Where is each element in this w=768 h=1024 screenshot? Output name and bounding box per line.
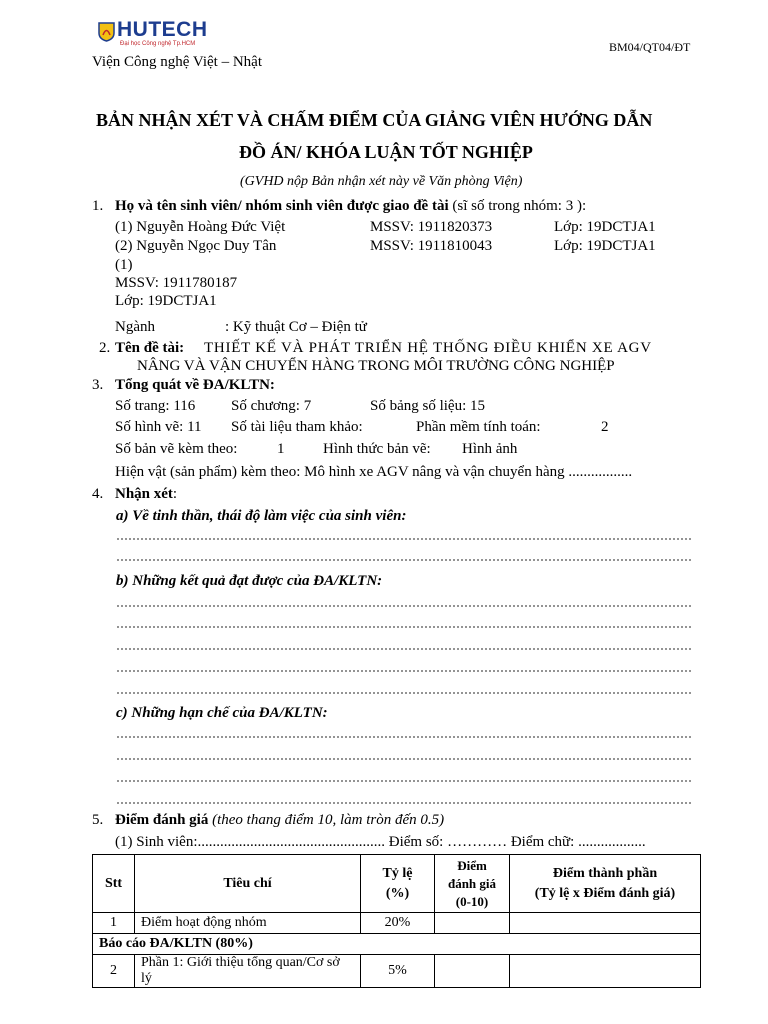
header-ratio-line1: Tỷ lệ — [382, 865, 413, 881]
document-title-line1: BẢN NHẬN XÉT VÀ CHẤM ĐIỂM CỦA GIẢNG VIÊN HƯỚNG DẪN — [96, 110, 653, 130]
table-group-row — [93, 934, 701, 955]
section1-heading-row — [115, 198, 586, 215]
row-component-cell[interactable] — [510, 913, 701, 934]
hutech-shield-icon — [98, 22, 115, 42]
major-label: Ngành — [115, 319, 155, 335]
section1-heading: Họ và tên sinh viên/ nhóm sinh viên được giao đề tài — [115, 198, 449, 214]
header-score-line3: (0-10) — [455, 893, 489, 909]
dotted-line — [116, 670, 692, 672]
header-score — [435, 855, 510, 913]
section3-heading: Tổng quát về ĐA/KLTN: — [115, 377, 275, 393]
dotted-line — [116, 692, 692, 694]
section4-colon: : — [172, 486, 178, 502]
submission-note: (GVHD nộp Bản nhận xét này về Văn phòng Viện) — [240, 174, 523, 189]
document-title-line2: ĐỒ ÁN/ KHÓA LUẬN TỐT NGHIỆP — [239, 142, 533, 162]
student1-name: (1) Nguyễn Hoàng Đức Việt — [115, 219, 286, 235]
row-ratio: 20% — [361, 913, 435, 934]
row-score-cell[interactable] — [435, 955, 510, 988]
row-score-cell[interactable] — [435, 913, 510, 934]
dotted-line — [116, 648, 692, 650]
dotted-line — [116, 605, 692, 607]
section3-number: 3. — [92, 377, 104, 393]
section5-number: 5. — [92, 812, 104, 828]
student2-name: (2) Nguyễn Ngọc Duy Tân — [115, 238, 277, 254]
header-component-score — [510, 855, 701, 913]
student2-mssv: MSSV: 1911810043 — [370, 238, 493, 254]
row-component-cell[interactable] — [510, 955, 701, 988]
table-row — [93, 913, 701, 934]
group-size-note: (sĩ số trong nhóm: 3 ): — [452, 198, 587, 214]
table-row — [93, 955, 701, 988]
software-label: Phần mềm tính toán: — [416, 419, 541, 435]
comment-a-heading: a) Về tinh thần, thái độ làm việc của sinh viên: — [116, 508, 407, 524]
software-value: 2 — [601, 419, 609, 435]
dotted-line — [116, 780, 692, 782]
header-ratio-line2: (%) — [385, 885, 410, 901]
figure-count: Số hình vẽ: 11 — [115, 419, 202, 435]
hutech-logo-text: HUTECH — [117, 18, 208, 41]
drawing-count-label: Số bản vẽ kèm theo: — [115, 441, 238, 457]
data-table-count: Số bảng số liệu: 15 — [370, 398, 485, 414]
grading-table — [92, 854, 701, 988]
student1-class: Lớp: 19DCTJA1 — [554, 219, 656, 235]
drawing-count-value: 1 — [277, 441, 285, 457]
header-component-line1: Điểm thành phần — [552, 865, 658, 881]
student1-mssv: MSSV: 1911820373 — [370, 219, 493, 235]
product-attachment: Hiện vật (sản phẩm) kèm theo: Mô hình xe AGV nâng và vận chuyển hàng ................. — [115, 464, 633, 480]
student3-mssv: MSSV: 1911780187 — [115, 275, 238, 291]
row-criterion: Phần 1: Giới thiệu tổng quan/Cơ sở lý — [135, 955, 361, 988]
major-value: : Kỹ thuật Cơ – Điện tử — [225, 319, 367, 335]
dotted-line — [116, 626, 692, 628]
dotted-line — [116, 559, 692, 561]
topic-line2: NÂNG VÀ VẬN CHUYỂN HÀNG TRONG MÔI TRƯỜNG CÔNG NGHIỆP — [137, 358, 615, 374]
student3-name: (1) — [115, 257, 133, 273]
drawing-format-value: Hình ảnh — [462, 441, 518, 457]
comment-c-heading: c) Những hạn chế của ĐA/KLTN: — [116, 705, 328, 721]
institute-name: Viện Công nghệ Việt – Nhật — [92, 54, 262, 70]
document-code: BM04/QT04/ĐT — [609, 40, 691, 54]
report-group-label: Báo cáo ĐA/KLTN (80%) — [93, 934, 701, 955]
header-stt: Stt — [93, 855, 135, 913]
header-score-line1: Điểm — [457, 857, 487, 873]
chapter-count: Số chương: 7 — [231, 398, 312, 414]
header-component-line2: (Tỷ lệ x Điểm đánh giá) — [534, 885, 676, 901]
row-stt: 2 — [93, 955, 135, 988]
section2-number: 2. — [99, 340, 111, 356]
table-header-row — [93, 855, 701, 913]
header-criterion: Tiêu chí — [135, 855, 361, 913]
header-score-line2: đánh giá — [447, 875, 497, 891]
row-criterion: Điểm hoạt động nhóm — [135, 913, 361, 934]
section4-heading-row — [115, 486, 177, 503]
section5-heading: Điểm đánh giá — [115, 812, 209, 828]
section5-heading-row — [115, 812, 444, 829]
section1-number: 1. — [92, 198, 104, 214]
row-stt: 1 — [93, 913, 135, 934]
reference-count: Số tài liệu tham khảo: — [231, 419, 363, 435]
page-count: Số trang: 116 — [115, 398, 196, 414]
header-ratio — [361, 855, 435, 913]
drawing-format-label: Hình thức bản vẽ: — [323, 441, 431, 457]
dotted-line — [116, 736, 692, 738]
section2-heading: Tên đề tài: — [115, 340, 185, 356]
comment-b-heading: b) Những kết quả đạt được của ĐA/KLTN: — [116, 573, 383, 589]
dotted-line — [116, 758, 692, 760]
hutech-logo-subtitle: Đại học Công nghệ Tp.HCM — [120, 41, 196, 47]
student-score-line: (1) Sinh viên:.................................................. Điểm số: ………… Điểm chữ: .................. — [115, 834, 646, 850]
student3-class: Lớp: 19DCTJA1 — [115, 293, 217, 309]
grading-scale-note: (theo thang điểm 10, làm tròn đến 0.5) — [212, 812, 445, 828]
section4-heading: Nhận xét — [115, 486, 173, 502]
dotted-line — [116, 802, 692, 804]
topic-line1: THIẾT KẾ VÀ PHÁT TRIỂN HỆ THỐNG ĐIỀU KHIỂN XE AGV — [204, 340, 652, 356]
row-ratio: 5% — [361, 955, 435, 988]
section4-number: 4. — [92, 486, 104, 502]
student2-class: Lớp: 19DCTJA1 — [554, 238, 656, 254]
dotted-line — [116, 538, 692, 540]
